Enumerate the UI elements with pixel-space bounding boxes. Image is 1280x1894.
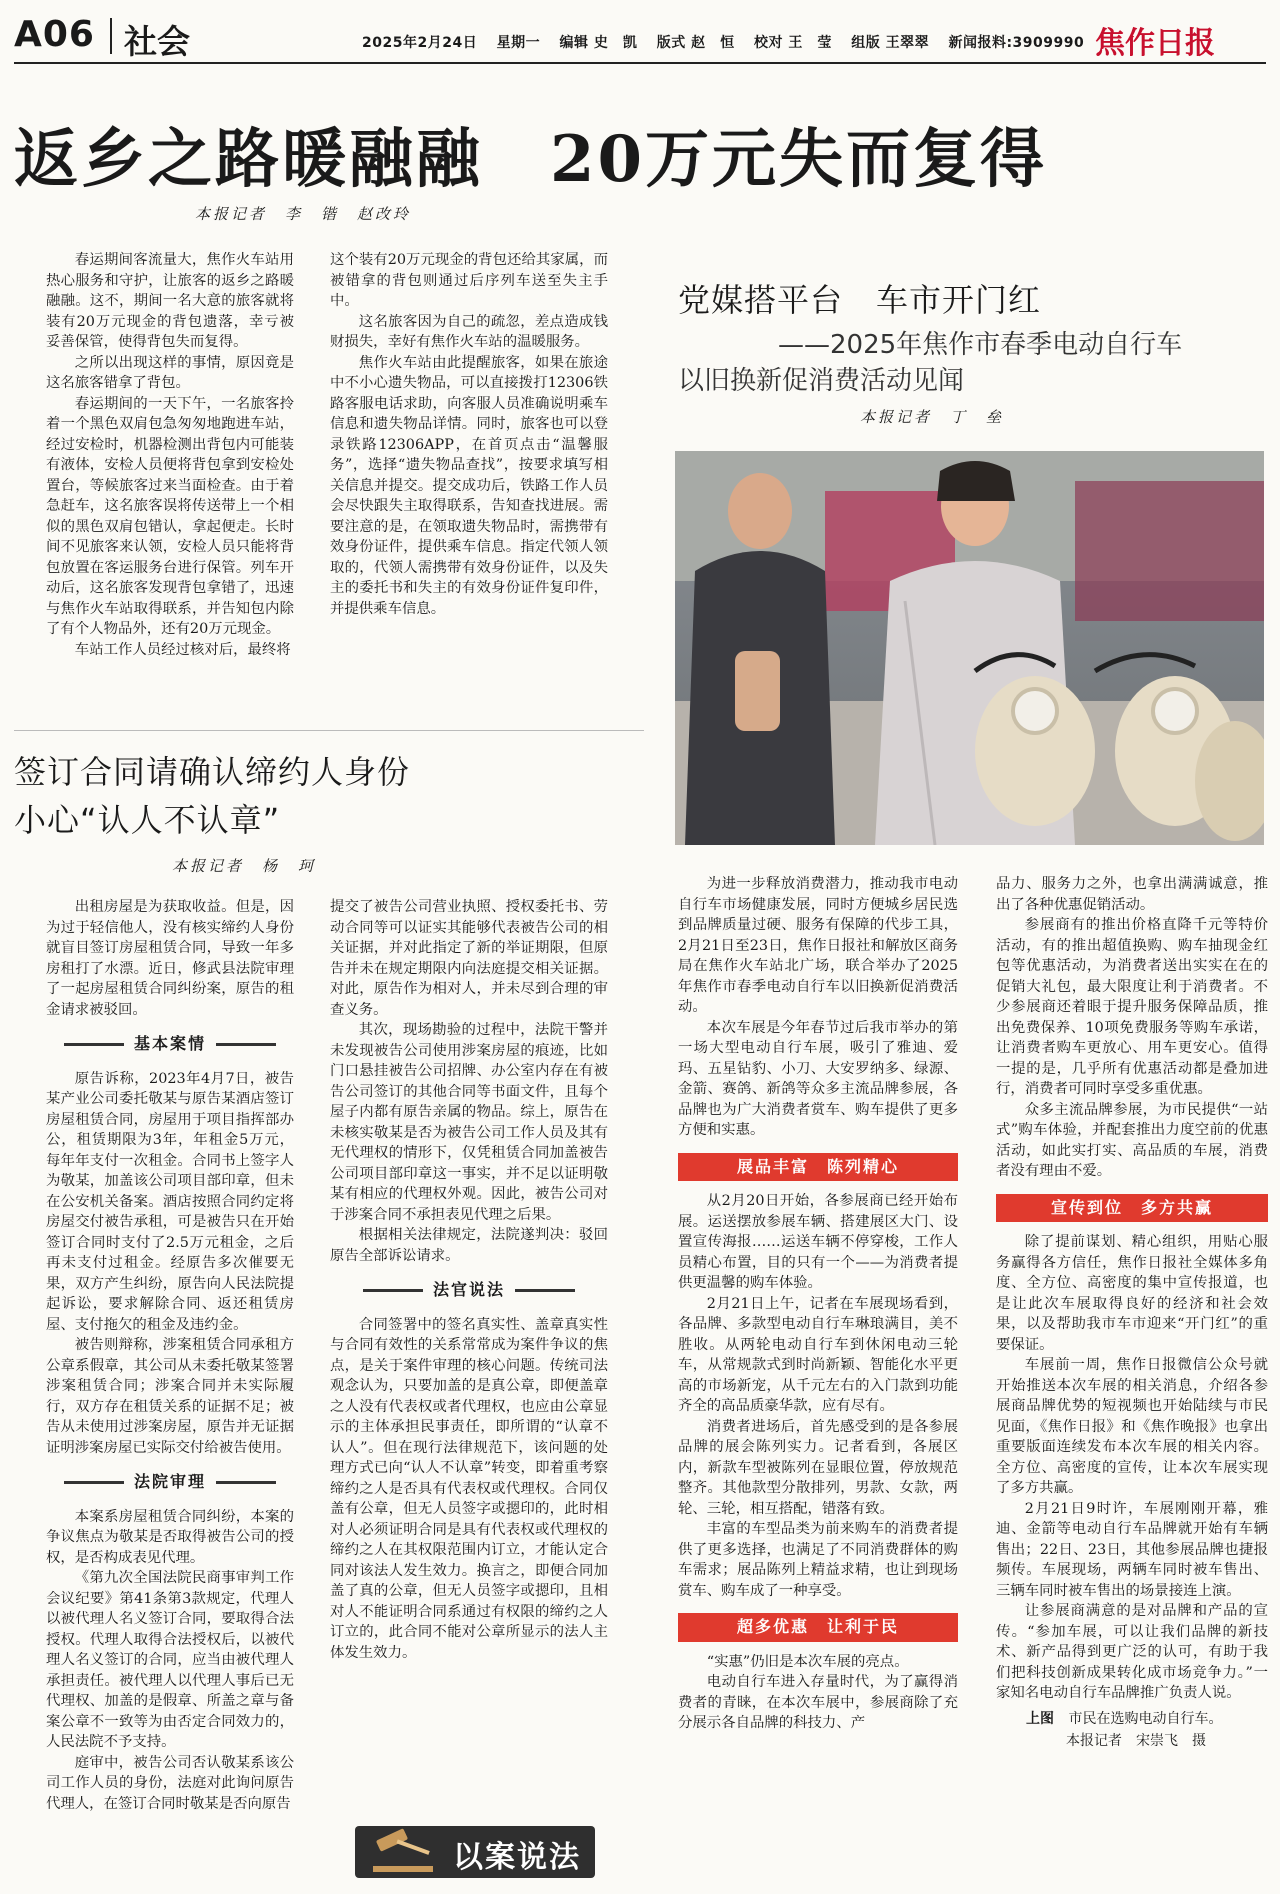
masthead-rule xyxy=(14,62,1266,64)
paragraph: 电动自行车进入存量时代，为了赢得消费者的青睐，在本次车展中，参展商除了充分展示各自品牌的科技力、产 xyxy=(678,1674,958,1731)
designer-credit: 版式 赵 恒 xyxy=(656,35,735,51)
paragraph: 提交了被告公司营业执照、授权委托书、劳动合同等可以证实其能够代表被告公司的相关证据，并对此指定了新的举证期限，但原告并未在规定期限内向法庭提交相关证据。对此，原告作为相对人，并未尽到合理的审查义务。 xyxy=(330,899,608,1018)
story1-headline: 返乡之路暖融融 20万元失而复得 xyxy=(14,122,1048,197)
paragraph: 庭审中，被告公司否认敬某系该公司工作人员的身份，法庭对此询问原告代理人，在签订合同时敬某是否向原告 xyxy=(46,1754,294,1812)
caption-credit: 本报记者 宋崇飞 摄 xyxy=(1066,1732,1206,1749)
paragraph: 春运期间的一天下午，一名旅客拎着一个黑色双肩包急匆匆地跑进车站，经过安检时，机器检测出背包内可能装有液体，安检人员便将背包拿到安检处置台，等候旅客过来当面检查。由于着急赶车，这名旅客误将传送带上一个相似的黑色双肩包错认，拿起便走。长时间不见旅客来认领，安检人员只能将背包放置在客运服务台进行保管。列车开动后，这名旅客发现背包拿错了，迅速与焦作火车站取得联系，并告知包内除了有个人物品外，还有20万元现金。 xyxy=(46,395,294,637)
paragraph: 丰富的车型品类为前来购车的消费者提供了更多选择，也满足了不同消费群体的购车需求；展品陈列上精益求精，也让到现场赏车、购车成了一种享受。 xyxy=(678,1521,958,1599)
paragraph: 这个装有20万元现金的背包还给其家属，而被错拿的背包则通过后序列车送至失主手中。 xyxy=(330,252,608,309)
gavel-icon xyxy=(359,1826,449,1878)
paragraph: 焦作火车站由此提醒旅客，如果在旅途中不小心遗失物品，可以直接拨打12306铁路客服电话求助，向客服人员准确说明乘车信息和遗失物品详情。同时，旅客也可以登录铁路12306APP，在首页点击“温馨服务”，选择“遗失物品查找”，按要求填写相关信息并提交。提交成功后，铁路工作人员会尽快跟失主取得联系，告知查找进展。需要注意的是，在领取遗失物品时，需携带有效身份证件，提供乘车信息。指定代领人领取的，代领人需携带有效身份证件，以及失主的委托书和失主的有效身份证件复印件，并提供乘车信息。 xyxy=(330,354,608,617)
proofreader-credit: 校对 王 莹 xyxy=(753,35,832,51)
paragraph: “实惠”仍旧是本次车展的亮点。 xyxy=(706,1653,909,1670)
paragraph: 消费者进场后，首先感受到的是各参展品牌的展会陈列实力。记者看到，各展区内，新款车型被陈列在显眼位置，停放规范整齐。其他款型分散排列，男款、女款，两轮、三轮，相互搭配，错落有致。 xyxy=(678,1418,958,1517)
photo-caption xyxy=(996,1708,1268,1752)
section-bar-deals: 超多优惠 让利于民 xyxy=(678,1613,958,1642)
story3-byline: 本报记者 丁 垒 xyxy=(860,408,1005,426)
news-photo xyxy=(675,451,1264,845)
paragraph: 被告则辩称，涉案租赁合同承租方公章系假章，其公司从未委托敬某签署涉案租赁合同；涉案合同并未实际履行，双方存在租赁关系的证据不足；被告从未使用过涉案房屋，原告并无证据证明涉案房屋已实际交付给被告使用。 xyxy=(46,1337,294,1456)
layout-credit: 组版 王翠翠 xyxy=(851,35,930,51)
paragraph: 本次车展是今年春节过后我市举办的第一场大型电动自行车展，吸引了雅迪、爱玛、五星钻豹、小刀、大安罗纳多、绿源、金箭、赛鸽、新鸽等众多主流品牌参展，各品牌也为广大消费者赏车、购车提供了更多方便和实惠。 xyxy=(678,1019,958,1138)
story1-byline: 本报记者 李 锴 赵改玲 xyxy=(195,205,412,223)
story3-headline: 党媒搭平台 车市开门红 xyxy=(678,281,1042,319)
story2-column-2 xyxy=(330,897,608,1663)
subhead-case-facts: 基本案情 xyxy=(46,1034,294,1055)
story1-column-1 xyxy=(46,250,294,660)
issue-date: 2025年2月24日 xyxy=(362,35,478,51)
paragraph: 参展商有的推出价格直降千元等特价活动，有的推出超值换购、购车抽现金红包等优惠活动，为消费者送出实实在在的促销大礼包，最大限度让利于消费者。不少参展商还着眼于提升服务保障品质，推出免费保养、10项免费服务等购车承诺，让消费者购车更放心、用车更安心。值得一提的是，几乎所有优惠活动都是叠加进行，消费者可同时享受多重优惠。 xyxy=(996,917,1268,1097)
paragraph: 这名旅客因为自己的疏忽，差点造成钱财损失，幸好有焦作火车站的温暖服务。 xyxy=(330,313,608,350)
paragraph: 让参展商满意的是对品牌和产品的宣传。“参加车展，可以让我们品牌的新技术、新产品得到更广泛的认可，有助于我们把科技创新成果转化成市场竞争力。”一家知名电动自行车品牌推广负责人说。 xyxy=(996,1603,1268,1701)
paragraph: 《第九次全国法院民商事审判工作会议纪要》第41条第3款规定，代理人以被代理人名义签订合同，要取得合法授权。代理人取得合法授权后，以被代理人名义签订的合同，应当由被代理人承担责任。被代理人以代理人事后已无代理权、加盖的是假章、所盖之章与备案公章不一致等为由否定合同效力的，人民法院不予支持。 xyxy=(46,1570,294,1750)
paragraph: 之所以出现这样的事情，原因竟是这名旅客错拿了背包。 xyxy=(46,354,294,391)
story3-subtitle-line2: 以旧换新促消费活动见闻 xyxy=(678,366,965,396)
story1-column-2 xyxy=(330,250,608,619)
newspaper-logo: 焦作日报 xyxy=(1095,26,1215,61)
story2-column-1 xyxy=(46,897,294,1814)
story-divider xyxy=(14,730,644,731)
masthead-divider xyxy=(110,18,112,54)
section-name: 社会 xyxy=(124,22,190,61)
paragraph: 品力、服务力之外，也拿出满满诚意，推出了各种优惠促销活动。 xyxy=(996,876,1268,913)
issue-weekday: 星期一 xyxy=(496,35,541,51)
paragraph: 原告诉称，2023年4月7日，被告某产业公司委托敬某与原告某酒店签订房屋租赁合同，房屋用于项目指挥部办公，租赁期限为3年，年租金5万元，每年年支付一次租金。合同书上签字人为敬某，加盖该公司项目部印章，但未在公安机关备案。酒店按照合同约定将房屋交付被告承租，可是被告只在开始签订合同时支付了2.5万元租金，之后再未支付过租金。经原告多次催要无果，双方产生纠纷，原告向人民法院提起诉讼，要求解除合同、返还租赁房屋、支付拖欠的租金及违约金。 xyxy=(46,1070,294,1333)
paragraph: 根据相关法律规定，法院遂判决：驳回原告全部诉讼请求。 xyxy=(330,1227,608,1264)
paragraph: 除了提前谋划、精心组织，用贴心服务赢得各方信任，焦作日报社全媒体多角度、全方位、高密度的集中宣传报道，也是让此次车展取得良好的经济和社会效果，以及帮助我市车市迎来“开门红”的重要保证。 xyxy=(996,1234,1268,1353)
story2-headline-line1: 签订合同请确认缔约人身份 xyxy=(14,753,411,791)
section-bar-promotion: 宣传到位 多方共赢 xyxy=(996,1194,1268,1223)
paragraph: 从2月20日开始，各参展商已经开始布展。运送摆放参展车辆、搭建展区大门、设置宣传海报……运送车辆不停穿梭，工作人员精心布置，目的只有一个——为消费者提供更温馨的购车体验。 xyxy=(678,1193,958,1291)
news-hotline: 新闻报料:3909990 xyxy=(948,35,1085,51)
caption-text: 市民在选购电动自行车。 xyxy=(1068,1710,1223,1727)
story3-column-2 xyxy=(996,874,1268,1752)
paragraph: 车展前一周，焦作日报微信公众号就开始推送本次车展的相关消息，介绍各参展商品牌优势的短视频也开始陆续与市民见面，《焦作日报》和《焦作晚报》也拿出重要版面连续发布本次车展的相关内容。全方位、高密度的宣传，让本次车展实现了多方共赢。 xyxy=(996,1357,1268,1496)
caption-label: 上图 xyxy=(1026,1710,1054,1727)
paragraph: 2月21日9时许，车展刚刚开幕，雅迪、金箭等电动自行车品牌就开始有车辆售出；22日、23日，其他参展品牌也捷报频传。车展现场，两辆车同时被车售出、三辆车同时被车售出的场景接连上演。 xyxy=(996,1500,1268,1599)
paragraph: 合同签署中的签名真实性、盖章真实性与合同有效性的关系常常成为案件争议的焦点，是关于案件审理的核心问题。传统司法观念认为，只要加盖的是真公章，即便盖章之人没有代表权或者代理权，也应由公章显示的主体承担民事责任，即所谓的“认章不认人”。但在现行法律规范下，该问题的处理方式已向“认人不认章”转变，即着重考察缔约之人是否具有代表权或代理权。合同仅盖有公章，但无人员签字或摁印的，此时相对人必须证明合同是具有代表权或代理权的缔约之人在其权限范围内订立，才能认定合同对该法人发生效力。换言之，即便合同加盖了真的公章，但无人员签字或摁印，且相对人不能证明合同系通过有权限的缔约之人订立的，此合同不能对公章所显示的法人主体发生效力。 xyxy=(330,1316,608,1661)
case-law-stamp xyxy=(355,1826,595,1878)
masthead-info xyxy=(362,32,1098,52)
paragraph: 出租房屋是为获取收益。但是，因为过于轻信他人，没有核实缔约人身份就盲目签订房屋租赁合同，导致一年多房租打了水漂。近日，修武县法院审理了一起房屋租赁合同纠纷案，原告的租金请求被驳回。 xyxy=(46,899,294,1018)
story2-headline-line2: 小心“认人不认章” xyxy=(14,801,281,839)
editor-credit: 编辑 史 凯 xyxy=(559,35,638,51)
story3-subtitle-line1: ——2025年焦作市春季电动自行车 xyxy=(778,330,1183,360)
paragraph: 车站工作人员经过核对后，最终将 xyxy=(74,641,291,658)
story3-column-1 xyxy=(678,874,958,1734)
section-bar-exhibits: 展品丰富 陈列精心 xyxy=(678,1153,958,1182)
paragraph: 众多主流品牌参展，为市民提供“一站式”购车体验，并配套推出力度空前的优惠活动，如此实打实、高品质的车展，消费者没有理由不爱。 xyxy=(996,1101,1268,1179)
paragraph: 为进一步释放消费潜力，推动我市电动自行车市场健康发展，同时方便城乡居民选到品牌质量过硬、服务有保障的代步工具，2月21日至23日，焦作日报社和解放区商务局在焦作火车站北广场，联合举办了2025年焦作市春季电动自行车以旧换新促消费活动。 xyxy=(678,876,958,1015)
paragraph: 其次，现场勘验的过程中，法院干警并未发现被告公司使用涉案房屋的痕迹，比如门口悬挂被告公司招牌、办公室内存在有被告公司签订的其他合同等书面文件，且每个屋子内都有原告亲属的物品。综上，原告在未核实敬某是否为被告公司工作人员及其有无代理权的情形下，仅凭租赁合同加盖被告公司项目部印章这一事实，并不足以证明敬某有相应的代理权外观。因此，被告公司对于涉案合同不承担表见代理之后果。 xyxy=(330,1022,608,1223)
paragraph: 2月21日上午，记者在车展现场看到，各品牌、多款型电动自行车琳琅满目，美不胜收。从两轮电动自行车到休闲电动三轮车，从常规款式到时尚新颖、智能化水平更高的市场新宠，从千元左右的入门款到功能齐全的高品质豪华款，应有尽有。 xyxy=(678,1295,958,1414)
paragraph: 春运期间客流量大，焦作火车站用热心服务和守护，让旅客的返乡之路暖融融。这不，期间一名大意的旅客就将装有20万元现金的背包遗落，幸亏被妥善保管，使得背包失而复得。 xyxy=(46,252,294,350)
subhead-judge-says: 法官说法 xyxy=(330,1280,608,1301)
subhead-court-trial: 法院审理 xyxy=(46,1472,294,1493)
story2-byline: 本报记者 杨 珂 xyxy=(172,857,317,875)
page-number: A06 xyxy=(14,14,95,55)
stamp-label: 以案说法 xyxy=(453,1840,581,1875)
paragraph: 本案系房屋租赁合同纠纷，本案的争议焦点为敬某是否取得被告公司的授权，是否构成表见代理。 xyxy=(46,1508,294,1566)
photo-scene xyxy=(675,451,1264,845)
